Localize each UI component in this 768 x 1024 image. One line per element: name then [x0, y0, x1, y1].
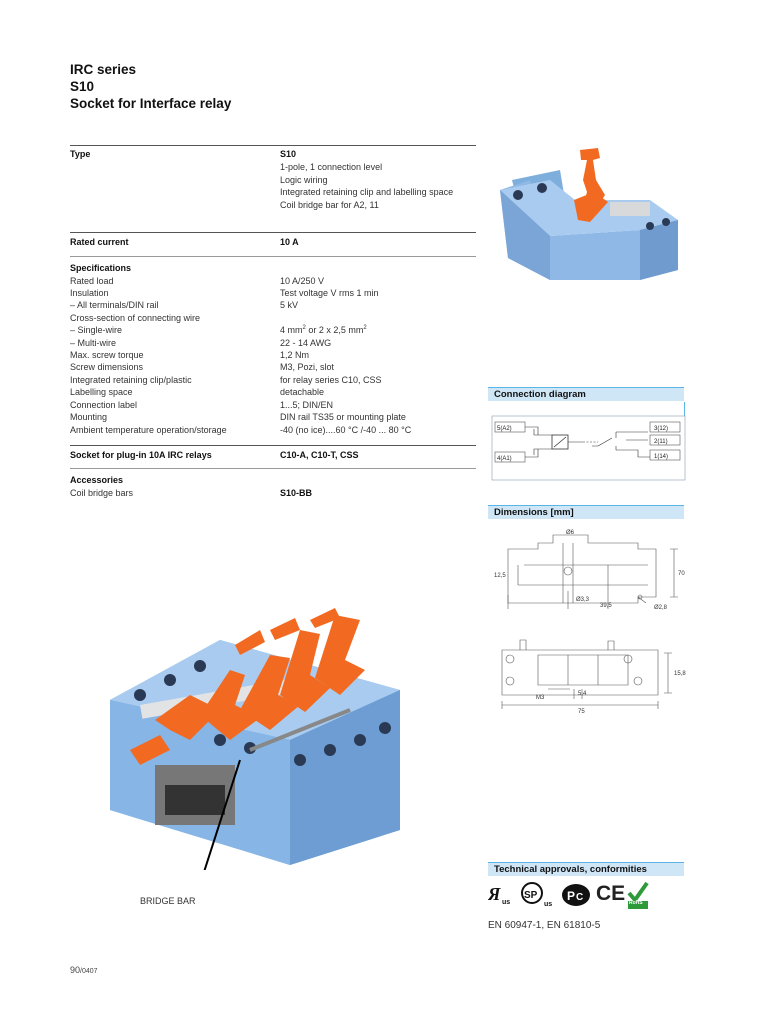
spec-value: 10 A/250 V [280, 276, 325, 286]
accessory-value: S10-BB [280, 488, 313, 498]
dimensions-header: Dimensions [mm] [488, 505, 684, 519]
svg-text:SP: SP [524, 890, 538, 901]
divider [70, 468, 476, 469]
svg-text:P: P [567, 889, 576, 903]
page-subtitle: Socket for Interface relay [70, 96, 232, 111]
spec-value: M3, Pozi, slot [280, 362, 335, 372]
dimension-label: 15,8 [674, 671, 686, 677]
dimension-label: 12,5 [494, 573, 506, 579]
type-feature: Logic wiring [280, 175, 328, 185]
spec-label: – Single-wire [70, 325, 123, 335]
accessories-heading: Accessories [70, 475, 124, 485]
spec-value: 4 $mm^2$ or 2 x 2,5 $mm^2$ [280, 325, 367, 335]
spec-value: detachable [280, 387, 325, 397]
standards-text: EN 60947-1, EN 61810-5 [488, 920, 601, 931]
spec-value: -40 (no ice)....60 °C /-40 ... 80 °C [280, 425, 412, 435]
approvals-header: Technical approvals, conformities [488, 862, 684, 876]
divider [70, 232, 476, 233]
type-value: S10 [280, 149, 297, 159]
spec-label: Screw dimensions [70, 362, 144, 372]
terminal-label: 3(12) [654, 426, 669, 432]
spec-value: for relay series C10, CSS [280, 375, 382, 385]
spec-value: Test voltage V rms 1 min [280, 288, 379, 298]
dimension-label: Ø2,8 [654, 605, 668, 611]
svg-text:Я: Я [488, 884, 501, 904]
socket-for-value: C10-A, C10-T, CSS [280, 450, 359, 460]
dimension-label: Ø3,3 [576, 597, 590, 603]
spec-label: Insulation [70, 288, 109, 298]
rohs-label: RoHS [629, 900, 643, 906]
page-number: 90/0407 [70, 965, 98, 975]
type-feature: 1-pole, 1 connection level [280, 162, 383, 172]
product-photo-assembly [100, 600, 440, 870]
dimension-label: M3 [536, 695, 545, 701]
divider [70, 256, 476, 257]
spec-label: Ambient temperature operation/storage [70, 425, 227, 435]
model-title: S10 [70, 79, 95, 94]
spec-label: Cross-section of connecting wire [70, 313, 201, 323]
spec-label: – All terminals/DIN rail [70, 300, 159, 310]
dimension-label: 75 [578, 709, 585, 715]
rated-current-label: Rated current [70, 237, 129, 247]
dimension-label: 5,4 [578, 691, 587, 697]
spec-label: Max. screw torque [70, 350, 144, 360]
type-feature: Integrated retaining clip and labelling space [280, 187, 454, 197]
terminal-label: 5(A2) [497, 426, 512, 432]
spec-label: Mounting [70, 412, 108, 422]
divider [70, 445, 476, 446]
connection-diagram [488, 402, 688, 482]
dimension-drawing [488, 525, 688, 715]
dimension-label: Ø6 [566, 530, 575, 536]
terminal-label: 4(A1) [497, 456, 512, 462]
type-label: Type [70, 149, 91, 159]
spec-label: Rated load [70, 276, 114, 286]
spec-value: 22 - 14 AWG [280, 338, 332, 348]
terminal-label: 1(14) [654, 454, 669, 460]
connection-diagram-header: Connection diagram [488, 387, 684, 401]
spec-value: 1,2 Nm [280, 350, 310, 360]
spec-label: Connection label [70, 400, 138, 410]
ce-mark: CE [596, 882, 626, 905]
divider [70, 145, 476, 146]
spec-label: – Multi-wire [70, 338, 117, 348]
dimension-label: 70 [678, 571, 685, 577]
svg-text:us: us [502, 899, 511, 906]
rated-current-value: 10 A [280, 237, 299, 247]
svg-text:C: C [576, 892, 584, 903]
terminal-label: 2(11) [654, 439, 668, 445]
product-photo-single [490, 140, 690, 300]
dimension-label: 39,5 [600, 603, 612, 609]
spec-value: DIN rail TS35 or mounting plate [280, 412, 406, 422]
specs-heading: Specifications [70, 263, 132, 273]
bridge-bar-caption: BRIDGE BAR [140, 896, 196, 906]
spec-label: Labelling space [70, 387, 133, 397]
series-title: IRC series [70, 62, 137, 77]
svg-text:us: us [544, 901, 553, 908]
socket-for-label: Socket for plug-in 10A IRC relays [70, 450, 212, 460]
ul-csa-icon [488, 880, 560, 910]
spec-value: 5 kV [280, 300, 299, 310]
spec-value: 1...5; DIN/EN [280, 400, 334, 410]
spec-label: Integrated retaining clip/plastic [70, 375, 192, 385]
type-feature: Coil bridge bar for A2, 11 [280, 200, 379, 210]
accessory-label: Coil bridge bars [70, 488, 134, 498]
pct-icon [560, 880, 592, 910]
